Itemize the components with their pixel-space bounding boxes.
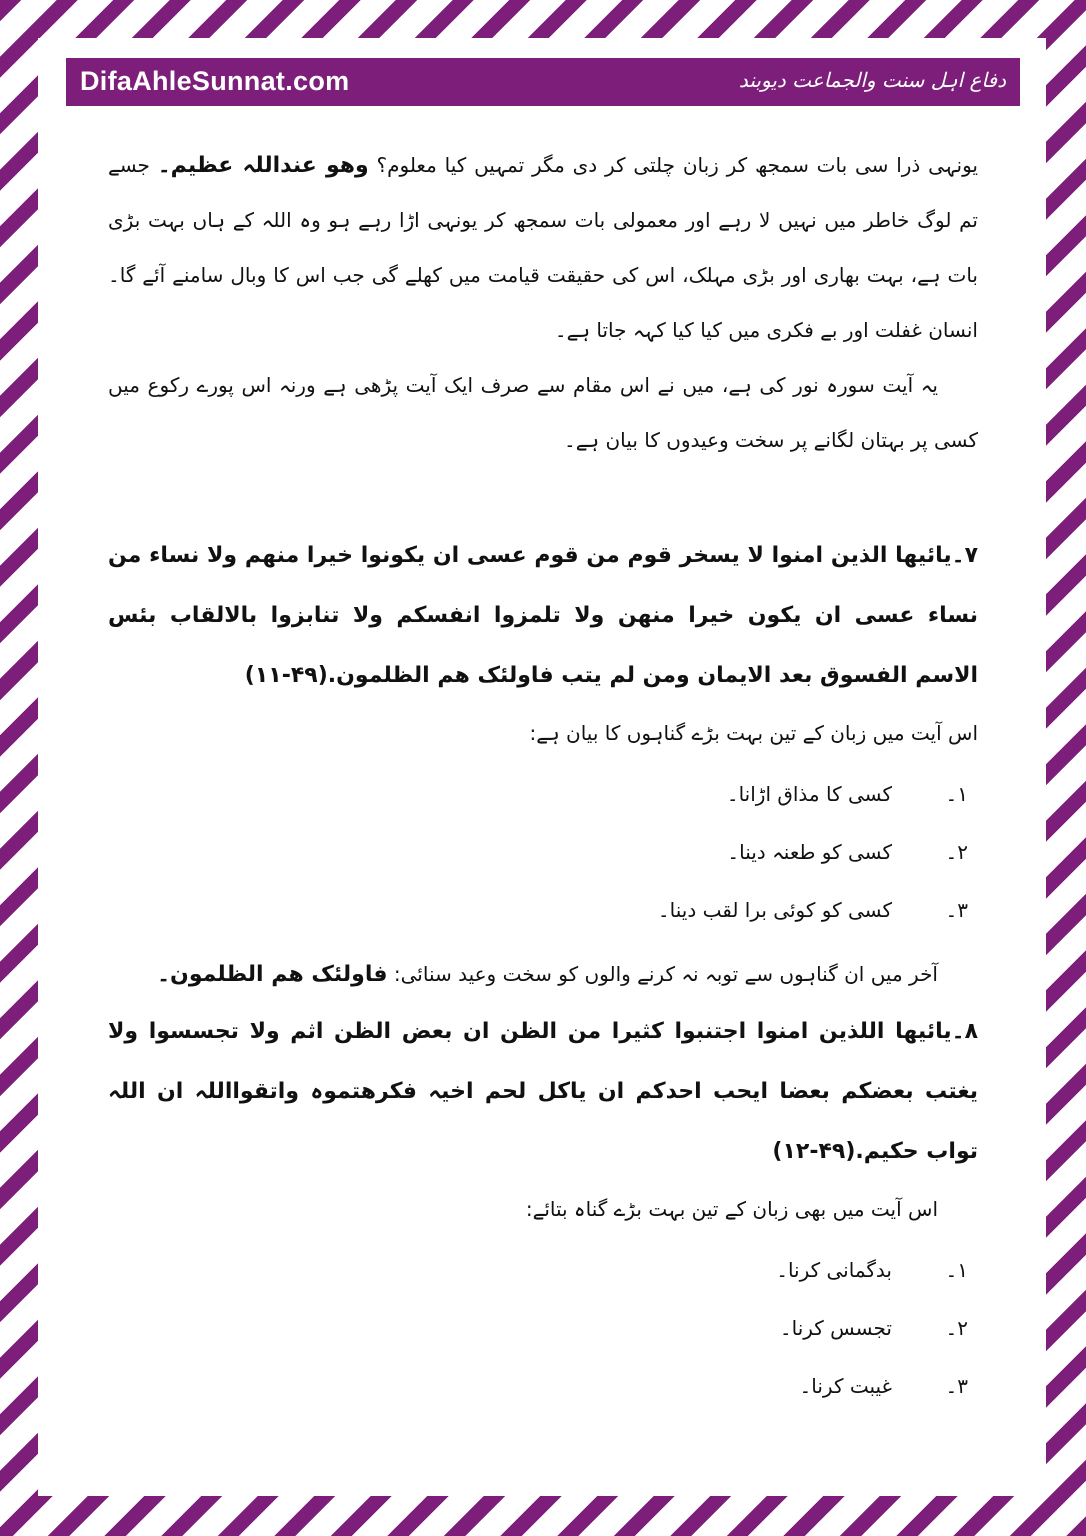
verse-7-closing — [108, 947, 978, 1002]
quran-quote: وھو عنداللہ عظیم۔ — [157, 153, 369, 178]
list-text: کسی کو طعنہ دینا۔ — [727, 840, 892, 864]
document-body — [108, 138, 978, 1423]
paragraph-1-text-b: جسے تم لوگ خاطر میں نہیں لا رہے اور معمولی بات سمجھ کر یونہی اڑا رہے ہو وہ اللہ کے ہاں بہت بڑی بات ہے، بہت بھاری اور بڑی مہلک، اس کی حقیقت قیامت میں کھلے گی جب اس کا وبال سامنے آئے گا۔ انسان غفلت اور بے فکری میں کیا کیا کہہ جاتا ہے۔ — [108, 153, 978, 342]
list-number: ۲۔ — [945, 1316, 968, 1340]
list-text: بدگمانی کرنا۔ — [776, 1258, 892, 1282]
paragraph-1 — [108, 138, 978, 358]
list-number: ۲۔ — [945, 840, 968, 864]
list-text: کسی کا مذاق اڑانا۔ — [726, 782, 892, 806]
list-item — [108, 823, 978, 881]
list-text: غیبت کرنا۔ — [799, 1374, 892, 1398]
verse-8-list — [108, 1241, 978, 1415]
verse-7-intro: اس آیت میں زبان کے تین بہت بڑے گناہوں کا بیان ہے: — [529, 721, 978, 745]
list-number: ۱۔ — [945, 1258, 968, 1282]
verse-8-intro: اس آیت میں بھی زبان کے تین بہت بڑے گناہ بتائے: — [525, 1197, 938, 1221]
list-item — [108, 881, 978, 939]
verse-7-list — [108, 765, 978, 939]
site-name[interactable]: DifaAhleSunnat.com — [80, 66, 350, 96]
paragraph-1-text-a: یونہی ذرا سی بات سمجھ کر زبان چلتی کر دی مگر تمہیں کیا معلوم؟ — [376, 153, 978, 177]
list-item — [108, 1357, 978, 1415]
closing-quote: فاولئک ھم الظلمون۔ — [157, 962, 388, 987]
list-item — [108, 1241, 978, 1299]
list-number: ۱۔ — [945, 782, 968, 806]
verse-7: ۷۔یائیھا الذین امنوا لا یسخر قوم من قوم عسی ان یکونوا خیرا منھم ولا نساء من نساء عسی ان یکون خیرا منھن ولا تلمزوا انفسکم ولا تنابزوا بالالقاب بئس الاسم الفسوق بعد الایمان ومن لم یتب فاولئک ھم الظلمون.(۴۹-۱۱) — [108, 543, 978, 688]
list-number: ۳۔ — [945, 898, 968, 922]
spacer — [108, 468, 978, 526]
page — [38, 38, 1046, 1496]
closing-text: آخر میں ان گناہوں سے توبہ نہ کرنے والوں کو سخت وعید سنائی: — [393, 962, 938, 986]
list-item — [108, 1299, 978, 1357]
verse-8: ۸۔یائیھا اللذین امنوا اجتنبوا کثیرا من الظن ان بعض الظن اثم ولا تجسسوا ولا یغتب بعضکم بعضا ایحب احدکم ان یاکل لحم اخیہ فکرھتموہ واتقوااللہ ان اللہ تواب حکیم.(۴۹-۱۲) — [108, 1019, 978, 1164]
header-title: دفاع اہل سنت والجماعت دیوبند — [738, 68, 1006, 92]
list-item — [108, 765, 978, 823]
header-bar — [66, 58, 1020, 106]
paragraph-2: یہ آیت سورہ نور کی ہے، میں نے اس مقام سے صرف ایک آیت پڑھی ہے ورنہ اس پورے رکوع میں کسی پر بہتان لگانے پر سخت وعیدوں کا بیان ہے۔ — [108, 373, 978, 452]
list-text: کسی کو کوئی برا لقب دینا۔ — [657, 898, 892, 922]
list-text: تجسس کرنا۔ — [779, 1316, 892, 1340]
list-number: ۳۔ — [945, 1374, 968, 1398]
